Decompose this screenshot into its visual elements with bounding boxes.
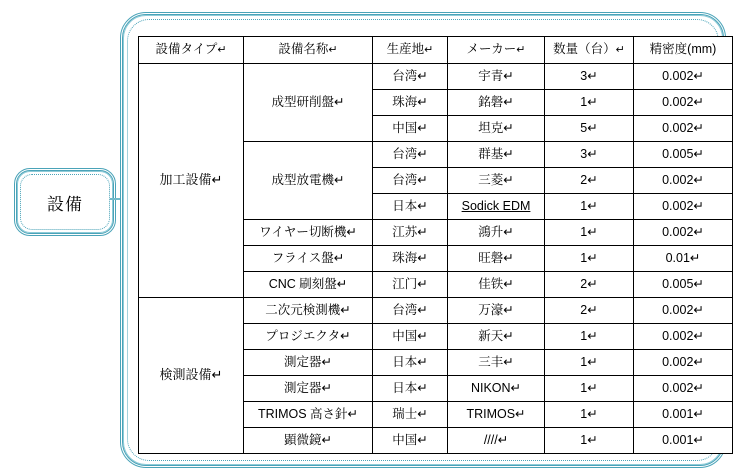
- cell-quantity: 1↵: [545, 246, 634, 272]
- maker-name-underlined: Sodick EDM: [461, 198, 531, 213]
- cell-equipment-name: 二次元検測機↵: [244, 298, 373, 324]
- equipment-label-box: [14, 168, 116, 236]
- cell-origin: 台湾↵: [373, 168, 448, 194]
- table-row: [139, 64, 733, 90]
- table-header: [139, 37, 733, 64]
- cell-precision: 0.001↵: [634, 402, 733, 428]
- cell-quantity: 1↵: [545, 428, 634, 454]
- cell-maker: 佳铁↵: [448, 272, 545, 298]
- cell-equipment-name: 測定器↵: [244, 376, 373, 402]
- pilcrow-icon: ↵: [615, 44, 625, 57]
- cell-quantity: 1↵: [545, 90, 634, 116]
- cell-precision: 0.002↵: [634, 220, 733, 246]
- cell-origin: 台湾↵: [373, 64, 448, 90]
- cell-origin: 台湾↵: [373, 298, 448, 324]
- cell-precision: 0.001↵: [634, 428, 733, 454]
- header-cell-maker: [448, 37, 545, 64]
- cell-maker: 旺磐↵: [448, 246, 545, 272]
- cell-equipment-type: 検測設備↵: [139, 298, 244, 454]
- pilcrow-icon: ↵: [328, 44, 338, 57]
- cell-maker: ////↵: [448, 428, 545, 454]
- cell-precision: 0.002↵: [634, 90, 733, 116]
- cell-quantity: 1↵: [545, 324, 634, 350]
- cell-equipment-name: 測定器↵: [244, 350, 373, 376]
- cell-origin: 日本↵: [373, 376, 448, 402]
- cell-equipment-name: TRIMOS 高さ針↵: [244, 402, 373, 428]
- cell-quantity: 5↵: [545, 116, 634, 142]
- header-cell-qty: [545, 37, 634, 64]
- table-row: [139, 298, 733, 324]
- cell-equipment-name: フライス盤↵: [244, 246, 373, 272]
- cell-precision: 0.002↵: [634, 168, 733, 194]
- cell-quantity: 1↵: [545, 194, 634, 220]
- pilcrow-icon: ↵: [217, 44, 227, 57]
- cell-origin: 日本↵: [373, 194, 448, 220]
- cell-maker: 万濠↵: [448, 298, 545, 324]
- cell-equipment-type: 加工設備↵: [139, 64, 244, 298]
- cell-precision: 0.002↵: [634, 324, 733, 350]
- cell-maker: [448, 194, 545, 220]
- cell-precision: 0.002↵: [634, 64, 733, 90]
- cell-origin: 江苏↵: [373, 220, 448, 246]
- cell-precision: 0.002↵: [634, 298, 733, 324]
- cell-equipment-name: ワイヤー切断機↵: [244, 220, 373, 246]
- header-label-type: 設備タイプ: [155, 42, 218, 57]
- cell-quantity: 3↵: [545, 64, 634, 90]
- cell-quantity: 1↵: [545, 376, 634, 402]
- header-cell-precision: [634, 37, 733, 64]
- cell-precision: 0.002↵: [634, 194, 733, 220]
- cell-quantity: 1↵: [545, 220, 634, 246]
- cell-equipment-name: プロジエクタ↵: [244, 324, 373, 350]
- header-cell-origin: [373, 37, 448, 64]
- cell-maker: NIKON↵: [448, 376, 545, 402]
- header-label-maker: メーカー: [466, 42, 517, 57]
- cell-maker: 鴻升↵: [448, 220, 545, 246]
- cell-maker: 新天↵: [448, 324, 545, 350]
- cell-maker: 坦克↵: [448, 116, 545, 142]
- cell-equipment-name: CNC 刷刻盤↵: [244, 272, 373, 298]
- cell-maker: TRIMOS↵: [448, 402, 545, 428]
- cell-maker: 群基↵: [448, 142, 545, 168]
- cell-equipment-name: 顕微鏡↵: [244, 428, 373, 454]
- cell-precision: 0.01↵: [634, 246, 733, 272]
- cell-precision: 0.002↵: [634, 376, 733, 402]
- header-cell-name: [244, 37, 373, 64]
- cell-quantity: 2↵: [545, 298, 634, 324]
- header-label-name: 設備名称: [278, 42, 329, 57]
- equipment-label-text: 設備: [47, 194, 83, 214]
- header-label-qty: 数量（台）: [553, 42, 616, 57]
- equipment-table: [138, 36, 733, 454]
- cell-maker: 宇青↵: [448, 64, 545, 90]
- header-label-origin: 生産地: [386, 42, 425, 57]
- cell-origin: 中国↵: [373, 428, 448, 454]
- cell-equipment-name: 成型研削盤↵: [244, 64, 373, 142]
- cell-equipment-name: 成型放電機↵: [244, 142, 373, 220]
- table-body: [139, 64, 733, 454]
- cell-origin: 江门↵: [373, 272, 448, 298]
- cell-quantity: 3↵: [545, 142, 634, 168]
- table-header-row: [139, 37, 733, 64]
- cell-origin: 珠海↵: [373, 90, 448, 116]
- cell-origin: 珠海↵: [373, 246, 448, 272]
- cell-precision: 0.002↵: [634, 116, 733, 142]
- header-label-precision: 精密度(mm): [649, 42, 717, 57]
- cell-precision: 0.005↵: [634, 272, 733, 298]
- cell-origin: 中国↵: [373, 324, 448, 350]
- cell-maker: 三丰↵: [448, 350, 545, 376]
- cell-origin: 瑞士↵: [373, 402, 448, 428]
- cell-precision: 0.005↵: [634, 142, 733, 168]
- pilcrow-icon: ↵: [424, 44, 434, 57]
- cell-maker: 三菱↵: [448, 168, 545, 194]
- cell-origin: 台湾↵: [373, 142, 448, 168]
- cell-quantity: 2↵: [545, 168, 634, 194]
- cell-quantity: 1↵: [545, 350, 634, 376]
- cell-quantity: 2↵: [545, 272, 634, 298]
- cell-quantity: 1↵: [545, 402, 634, 428]
- pilcrow-icon: ↵: [516, 44, 526, 57]
- cell-precision: 0.002↵: [634, 350, 733, 376]
- cell-origin: 日本↵: [373, 350, 448, 376]
- cell-maker: 銘磐↵: [448, 90, 545, 116]
- cell-origin: 中国↵: [373, 116, 448, 142]
- header-cell-type: [139, 37, 244, 64]
